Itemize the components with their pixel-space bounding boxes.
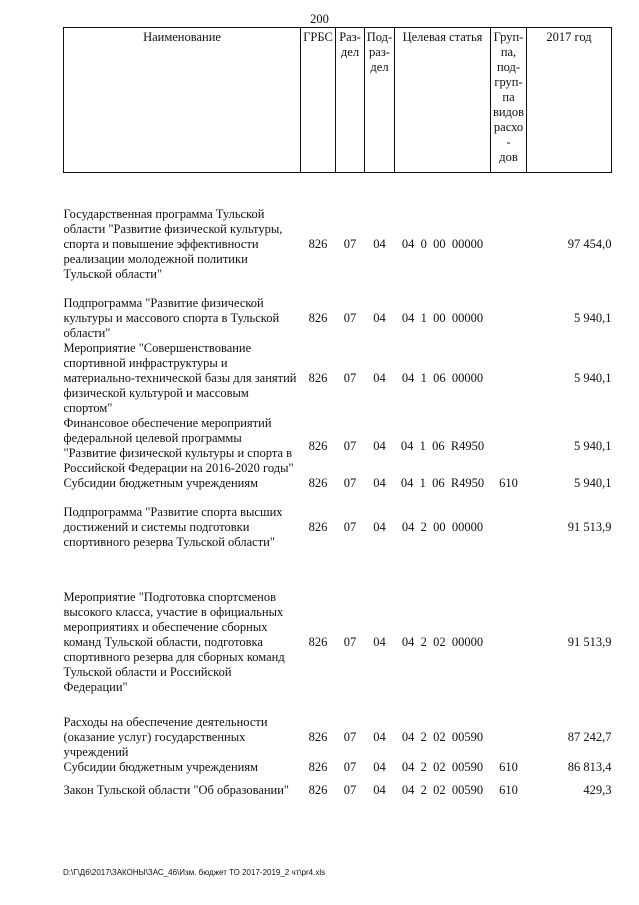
row-grbs: 826 (308, 635, 328, 649)
header-target: Целевая статья (395, 28, 491, 173)
row-razdel: 07 (343, 438, 357, 453)
row-group (491, 695, 527, 760)
header-razdel: Раз- дел (336, 28, 365, 173)
header-grbs: ГРБС (301, 28, 336, 173)
row-razdel: 07 (343, 760, 357, 774)
page-number: 200 (310, 12, 329, 26)
row-podrazdel: 04 (373, 520, 386, 534)
table-row (64, 775, 612, 798)
table-row (64, 476, 612, 491)
row-group (491, 416, 527, 476)
table-body (64, 173, 612, 799)
row-group: 610 (499, 476, 518, 490)
table-row (64, 550, 612, 695)
row-name: Субсидии бюджетным учреждениям (63, 760, 259, 774)
row-name: Субсидии бюджетным учреждениям (63, 476, 259, 490)
row-target: 04 2 00 00000 (401, 520, 484, 534)
budget-table (63, 27, 612, 798)
row-amount: 429,3 (583, 783, 612, 797)
row-target: 04 2 02 00000 (401, 635, 484, 649)
spacer-row (64, 173, 612, 208)
row-target: 04 2 02 00590 (401, 760, 484, 774)
row-amount: 97 454,0 (567, 237, 612, 251)
row-target: 04 2 02 00590 (401, 783, 484, 797)
row-razdel: 07 (343, 730, 357, 744)
row-name: Государственная программа Тульской области "Развитие физической культуры, спорта и повышение эффективности реализации молодежной политики Тульской области" (63, 207, 283, 281)
row-grbs: 826 (308, 476, 328, 490)
row-name: Мероприятие "Совершенствование спортивной инфраструктуры и материально-технической базы для занятий физической культурой и массовым спортом" (63, 341, 297, 415)
row-razdel: 07 (343, 371, 357, 385)
row-podrazdel: 04 (373, 635, 386, 649)
table-row (64, 282, 612, 341)
row-podrazdel: 04 (373, 730, 386, 744)
row-razdel: 07 (343, 237, 357, 251)
row-podrazdel: 04 (373, 237, 386, 251)
row-name: Подпрограмма "Развитие спорта высших достижений и системы подготовки спортивного резерва Тульской области" (63, 505, 283, 549)
file-path: D:\Г\Д6\2017\ЗАКОНЫ\ЗАС_46\Изм. бюджет ТО 2017-2019_2 чт\pr4.xls (63, 868, 326, 877)
row-target: 04 2 02 00590 (401, 730, 484, 744)
header-podrazdel: Под- раз- дел (365, 28, 395, 173)
row-razdel: 07 (343, 635, 357, 649)
row-group (491, 207, 527, 282)
row-podrazdel: 04 (373, 476, 386, 490)
row-razdel: 07 (343, 783, 357, 797)
table-row (64, 760, 612, 775)
row-razdel: 07 (343, 311, 357, 325)
row-podrazdel: 04 (373, 783, 386, 797)
row-name: Расходы на обеспечение деятельности (оказание услуг) государственных учреждений (63, 715, 268, 759)
row-target: 04 0 00 00000 (401, 237, 484, 251)
row-grbs: 826 (308, 520, 328, 534)
header-name: Наименование (64, 28, 301, 173)
row-amount: 87 242,7 (567, 730, 612, 744)
row-group (491, 282, 527, 341)
table-row (64, 416, 612, 476)
table-row (64, 207, 612, 282)
row-podrazdel: 04 (373, 760, 386, 774)
table-row (64, 341, 612, 416)
row-amount: 5 940,1 (574, 438, 612, 453)
header-row (64, 28, 612, 173)
row-name: Подпрограмма "Развитие физической культуры и массового спорта в Тульской области" (63, 296, 280, 340)
row-podrazdel: 04 (373, 311, 386, 325)
table-row (64, 491, 612, 550)
row-grbs: 826 (308, 237, 328, 251)
row-grbs: 826 (308, 783, 328, 797)
row-amount: 5 940,1 (574, 371, 612, 385)
row-amount: 5 940,1 (574, 476, 612, 490)
row-target: 04 1 00 00000 (401, 311, 484, 325)
row-target: 04 1 06 R4950 (400, 438, 485, 453)
row-podrazdel: 04 (373, 371, 386, 385)
row-razdel: 07 (343, 476, 357, 490)
row-target: 04 1 06 00000 (401, 371, 484, 385)
row-grbs: 826 (308, 371, 328, 385)
row-grbs: 826 (308, 760, 328, 774)
row-group (491, 491, 527, 550)
row-amount: 86 813,4 (567, 760, 612, 774)
row-amount: 91 513,9 (567, 635, 612, 649)
row-grbs: 826 (308, 438, 328, 453)
row-razdel: 07 (343, 520, 357, 534)
row-amount: 91 513,9 (567, 520, 612, 534)
table-row (64, 695, 612, 760)
row-grbs: 826 (308, 311, 328, 325)
row-group (491, 550, 527, 695)
header-year: 2017 год (527, 28, 612, 173)
header-group: Груп- па, под- груп- па видов расхо- дов (491, 28, 527, 173)
row-podrazdel: 04 (373, 438, 386, 453)
row-group: 610 (499, 760, 518, 774)
row-group (491, 341, 527, 416)
row-name: Мероприятие "Подготовка спортсменов высокого класса, участие в официальных мероприятиях и обеспечение сборных команд Тульской области, подготовка спортивного резерва для сборных команд Тульской области и Российской Федерации" (63, 590, 285, 694)
row-amount: 5 940,1 (574, 311, 612, 325)
row-name: Финансовое обеспечение мероприятий федеральной целевой программы "Развитие физической культуры и спорта в Российской Федерации на 2016-2020 годы" (63, 416, 294, 475)
row-target: 04 1 06 R4950 (400, 476, 485, 490)
row-grbs: 826 (308, 730, 328, 744)
row-group: 610 (499, 783, 518, 797)
row-name: Закон Тульской области "Об образовании" (63, 783, 290, 797)
